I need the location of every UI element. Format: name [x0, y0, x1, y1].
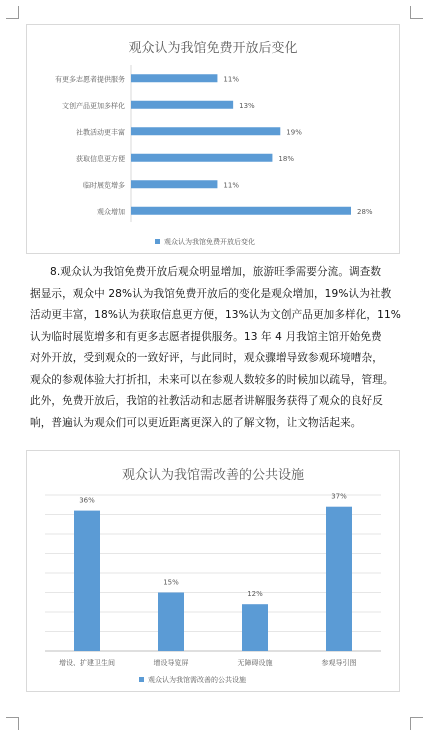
category-label: 增设导览屏: [153, 659, 189, 667]
bar: [158, 593, 184, 652]
data-label: 12%: [247, 590, 263, 599]
paragraph-line: 活动更丰富，18%认为获取信息更方便，13%认为文创产品更加多样化，11%: [30, 309, 401, 321]
bar: [74, 511, 100, 651]
chart-facilities-to-improve-svg: [27, 451, 399, 691]
bar: [131, 207, 351, 215]
paragraph-line: 8.观众认为我馆免费开放后观众明显增加，旅游旺季需要分流。调查数: [50, 266, 382, 278]
bar: [131, 180, 217, 188]
category-label: 社教活动更丰富: [76, 128, 125, 137]
bar: [326, 507, 352, 651]
category-label: 有更多志愿者提供服务: [55, 75, 125, 84]
category-label: 临时展览增多: [83, 181, 125, 190]
paragraph-line: 观众的参观体验大打折扣，未来可以在参观人数较多的时候加以疏导，管理。: [30, 373, 394, 386]
category-label: 增设、扩建卫生间: [59, 659, 115, 667]
chart-title: 观众认为我馆需改善的公共设施: [121, 468, 305, 483]
page-corner-mark: [6, 717, 19, 730]
data-label: 19%: [286, 128, 302, 137]
category-label: 获取信息更方便: [76, 154, 125, 163]
legend-swatch: [139, 677, 144, 682]
data-label: 11%: [223, 181, 239, 190]
bar: [131, 154, 272, 162]
legend-label: 观众认为我馆需改善的公共设施: [148, 676, 246, 684]
chart-free-opening-changes: [26, 24, 400, 254]
data-label: 13%: [239, 101, 255, 110]
paragraph-line: 响，普遍认为观众们可以更近距离更深入的了解文物，让文物活起来。: [30, 416, 362, 429]
category-label: 参观导引图: [321, 659, 357, 667]
bar: [131, 101, 233, 109]
legend-label: 观众认为我馆免费开放后变化: [164, 238, 255, 246]
chart-title: 观众认为我馆免费开放后变化: [128, 41, 298, 56]
legend-swatch: [155, 239, 160, 244]
bar: [131, 127, 280, 135]
data-label: 37%: [331, 492, 347, 501]
chart-facilities-to-improve: [26, 450, 400, 692]
data-label: 28%: [357, 207, 373, 216]
category-label: 文创产品更加多样化: [62, 101, 125, 110]
paragraph-line: 此外，免费开放后，我馆的社教活动和志愿者讲解服务获得了观众的良好反: [30, 395, 383, 407]
category-label: 观众增加: [97, 207, 125, 216]
data-label: 11%: [223, 75, 239, 84]
page-corner-mark: [410, 6, 423, 19]
chart-free-opening-changes-svg: [27, 25, 399, 253]
data-label: 36%: [79, 496, 95, 505]
page-corner-mark: [410, 717, 423, 730]
paragraph-line: 据显示，观众中 28%认为我馆免费开放后的变化是观众增加，19%认为社教: [30, 287, 392, 300]
paragraph-line: 认为临时展览增多和有更多志愿者提供服务。13 年 4 月我馆主馆开始免费: [30, 330, 382, 343]
bar: [131, 74, 217, 82]
data-label: 18%: [278, 154, 294, 163]
data-label: 15%: [163, 578, 179, 587]
category-label: 无障碍设施: [237, 659, 273, 667]
bar: [242, 604, 268, 651]
page-corner-mark: [6, 6, 19, 19]
body-paragraph: [30, 262, 414, 434]
paragraph-line: 对外开放，受到观众的一致好评，与此同时，观众骤增导致参观环境嘈杂，: [30, 352, 383, 364]
